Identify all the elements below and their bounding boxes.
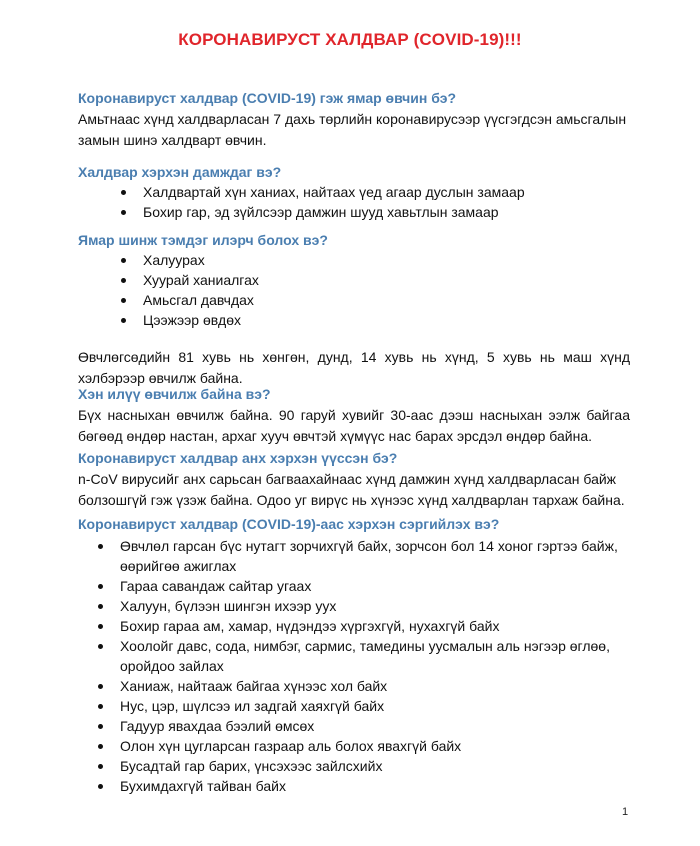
list-item: Олон хүн цугларсан газраар аль болох явахгүй байх bbox=[78, 736, 630, 756]
bullet-icon bbox=[98, 724, 103, 729]
section-paragraph: Өвчлөгсөдийн 81 хувь нь хөнгөн, дунд, 14 хувь нь хүнд, 5 хувь нь маш хүнд хэлбэрээр өвчилж байна. bbox=[78, 349, 630, 386]
section-transmission bbox=[78, 162, 630, 222]
bullet-list bbox=[78, 182, 630, 222]
section-prevention bbox=[78, 514, 630, 796]
list-item: Бохир гараа ам, хамар, нүдэндээ хүргэхгүй, нухахгүй байх bbox=[78, 616, 630, 636]
list-item: Амьсгал давчдах bbox=[78, 290, 630, 310]
bullet-icon bbox=[98, 684, 103, 689]
section-symptoms bbox=[78, 230, 630, 389]
bullet-list bbox=[78, 536, 630, 796]
list-item: Бохир гар, эд зүйлсээр дамжин шууд хавьтлын замаар bbox=[78, 202, 630, 222]
list-item: Цээжээр өвдөх bbox=[78, 310, 630, 330]
list-item: Гадуур явахдаа бээлий өмсөх bbox=[78, 716, 630, 736]
list-item: Ханиаж, найтааж байгаа хүнээс хол байх bbox=[78, 676, 630, 696]
list-item: Хоолойг давс, сода, нимбэг, сармис, тамедины уусмалын аль нэгээр өглөө, оройдоо зайлах bbox=[78, 636, 630, 676]
section-origin bbox=[78, 448, 630, 511]
bullet-icon bbox=[121, 298, 126, 303]
list-item: Халуун, бүлээн шингэн ихээр уух bbox=[78, 596, 630, 616]
bullet-icon bbox=[121, 258, 126, 263]
bullet-icon bbox=[98, 624, 103, 629]
bullet-icon bbox=[98, 744, 103, 749]
section-heading: Коронавируст халдвар (COVID-19) гэж ямар өвчин бэ? bbox=[78, 90, 456, 106]
bullet-icon bbox=[98, 644, 103, 649]
document-title: КОРОНАВИРУСТ ХАЛДВАР (COVID-19)!!! bbox=[178, 30, 522, 49]
section-heading: Хэн илүү өвчилж байна вэ? bbox=[78, 386, 271, 402]
bullet-icon bbox=[98, 764, 103, 769]
bullet-list bbox=[78, 250, 630, 330]
bullet-icon bbox=[121, 210, 126, 215]
bullet-icon bbox=[98, 784, 103, 789]
list-item: Гараа савандаж сайтар угаах bbox=[78, 576, 630, 596]
list-item: Өвчлөл гарсан бүс нутагт зорчихгүй байх, зорчсон бол 14 хоног гэртээ байж, өөрийгөө ажиглах bbox=[78, 536, 630, 576]
section-heading: Ямар шинж тэмдэг илэрч болох вэ? bbox=[78, 232, 328, 248]
bullet-icon bbox=[98, 604, 103, 609]
section-paragraph: Амьтнаас хүнд халдварласан 7 дахь төрлийн коронавирусээр үүсгэгдсэн амьсгалын замын шинэ халдварт өвчин. bbox=[78, 111, 627, 148]
section-heading: Коронавируст халдвар анх хэрхэн үүссэн бэ? bbox=[78, 450, 398, 466]
bullet-icon bbox=[121, 190, 126, 195]
bullet-icon bbox=[98, 704, 103, 709]
bullet-icon bbox=[98, 544, 103, 549]
bullet-icon bbox=[98, 584, 103, 589]
page-number: 1 bbox=[622, 806, 629, 818]
bullet-icon bbox=[121, 278, 126, 283]
list-item: Нус, цэр, шүлсээ ил задгай хаяхгүй байх bbox=[78, 696, 630, 716]
list-item: Бухимдахгүй тайван байх bbox=[78, 776, 630, 796]
bullet-icon bbox=[121, 318, 126, 323]
section-heading: Коронавируст халдвар (COVID-19)-аас хэрхэн сэргийлэх вэ? bbox=[78, 516, 500, 532]
list-item: Бусадтай гар барих, үнсэхээс зайлсхийх bbox=[78, 756, 630, 776]
section-what-is bbox=[78, 88, 630, 151]
section-paragraph: Бүх насныхан өвчилж байна. 90 гаруй хувийг 30-аас дээш насныхан ээлж байгаа бөгөөд өндөр настан, архаг хууч өвчтэй хүмүүс нас барах эрсдэл өндөр байна. bbox=[78, 407, 630, 444]
list-item: Хуурай ханиалгах bbox=[78, 270, 630, 290]
list-item: Халуурах bbox=[78, 250, 630, 270]
list-item: Халдвартай хүн ханиах, найтаах үед агаар дуслын замаар bbox=[78, 182, 630, 202]
section-heading: Халдвар хэрхэн дамждаг вэ? bbox=[78, 164, 282, 180]
section-who bbox=[78, 384, 630, 447]
section-paragraph: n-CoV вирусийг анх сарьсан багваахайнаас хүнд дамжин хүнд халдварласан байж болзошгүй гэж үзэж байна. Одоо уг вирүс нь хүнээс хүнд халдварлан тархаж байна. bbox=[78, 471, 625, 508]
